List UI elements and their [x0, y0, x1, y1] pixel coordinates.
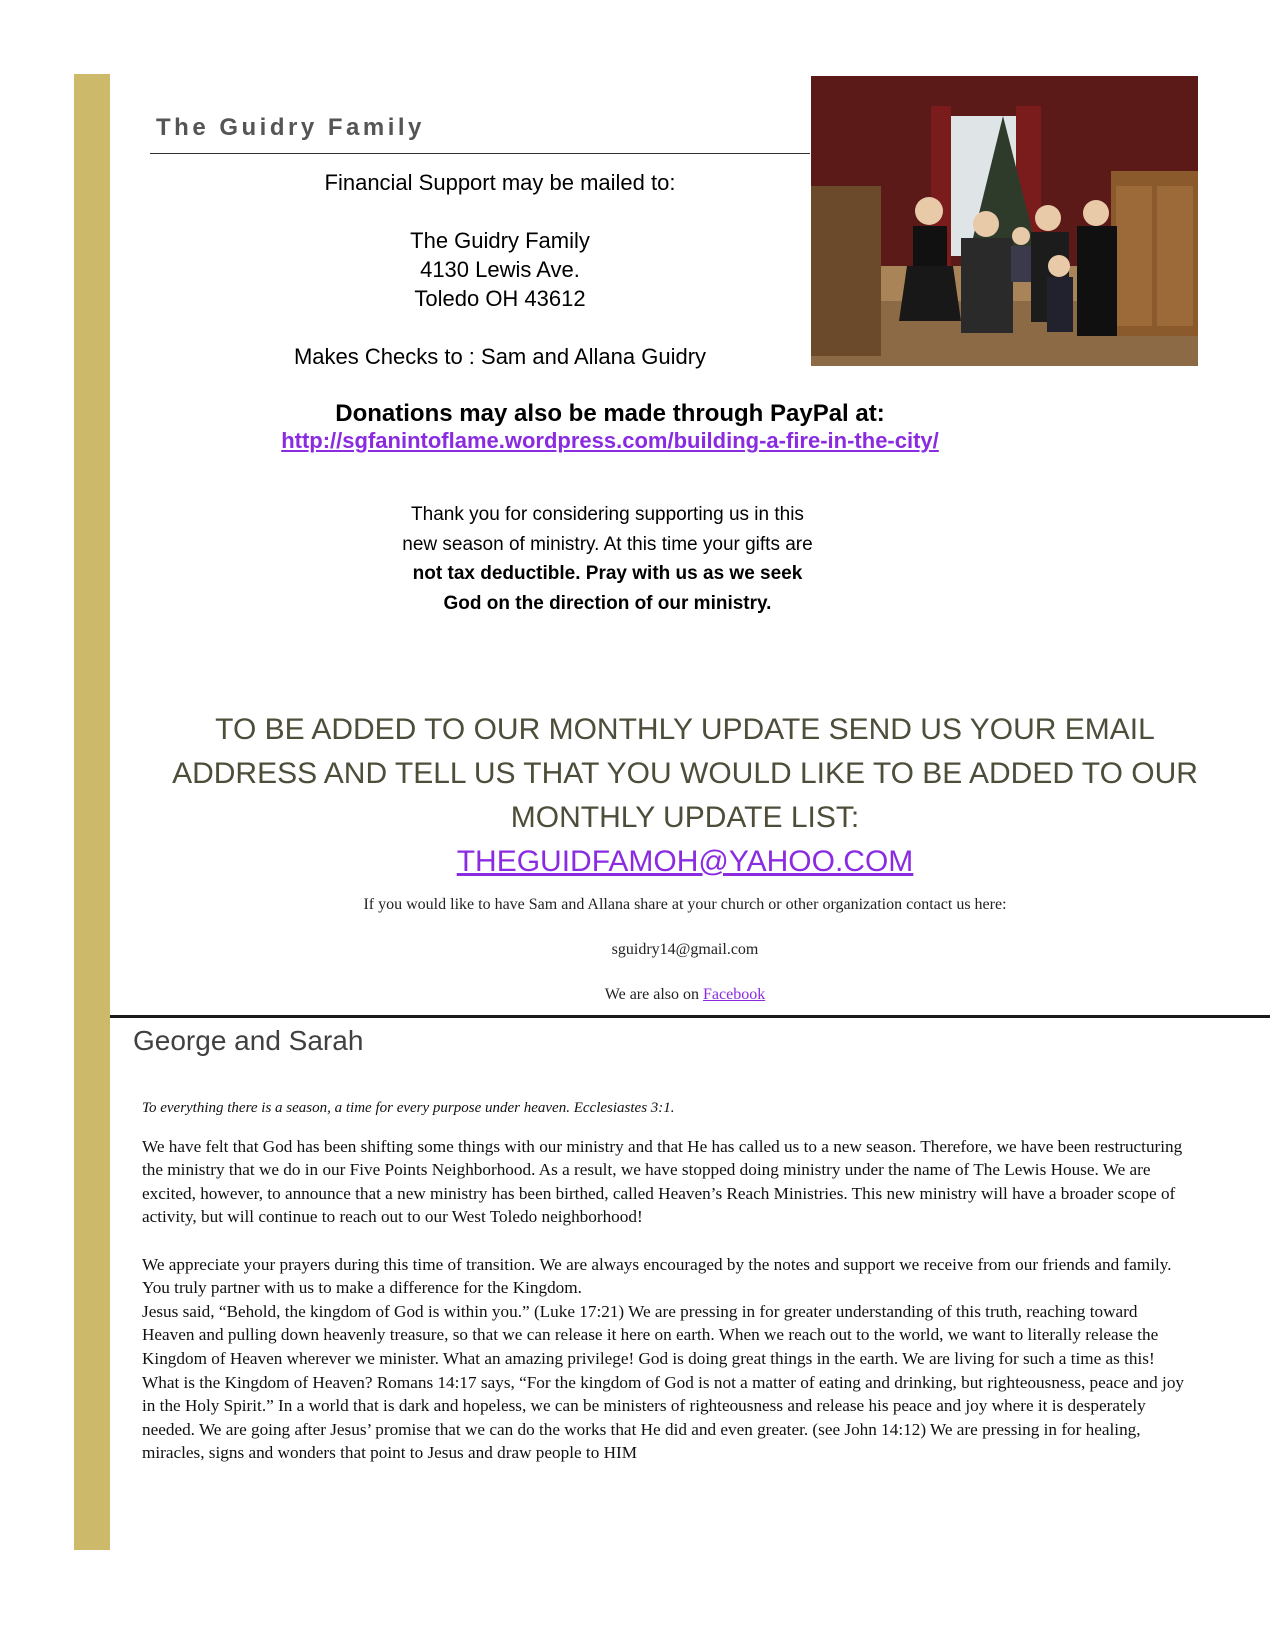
body-paragraph-3: Jesus said, “Behold, the kingdom of God is within you.” (Luke 17:21) We are pressing in for greater understanding of this truth, reaching toward Heaven and pulling down heavenly treasure, so that we can release it here on earth. When we reach out to the world, we want to literally release the Kingdom of Heaven wherever we minister. What an amazing privilege! God is doing great things in the earth. We are living for such a time as this! What is the Kingdom of Heaven? Romans 14:17 says, “For the kingdom of God is not a matter of eating and drinking, but righteousness, peace and joy in the Holy Spirit.” In a world that is dark and hopeless, we can be ministers of righteousness and release his peace and joy where it is desperately needed. We are going after Jesus’ promise that we can do the works that He did and even greater. (see John 14:12) We are pressing in for healing, miracles, signs and wonders that point to Jesus and draw people to HIM	[142, 1301, 1185, 1463]
facebook-link[interactable]: Facebook	[703, 986, 766, 1003]
paypal-label: Donations may also be made through PayPal at:	[335, 400, 885, 427]
monthly-update-notice	[150, 708, 1220, 884]
section-body	[142, 1097, 1187, 1465]
mailing-address-block	[210, 168, 790, 371]
thank-you-note	[395, 500, 820, 618]
thank-you-plain: Thank you for considering supporting us in this new season of ministry. At this time your gifts are	[402, 504, 813, 555]
paypal-link[interactable]: http://sgfanintoflame.wordpress.com/building-a-fire-in-the-city/	[281, 428, 939, 453]
family-photo-illustration	[811, 76, 1198, 366]
contact-email: sguidry14@gmail.com	[611, 941, 759, 958]
section-title: George and Sarah	[133, 1025, 364, 1056]
monthly-update-text: TO BE ADDED TO OUR MONTHLY UPDATE SEND US YOUR EMAIL ADDRESS AND TELL US THAT YOU WOULD LIKE TO BE ADDED TO OUR MONTHLY UPDATE LIST:	[172, 713, 1198, 834]
page-title: The Guidry Family	[156, 114, 425, 141]
section-divider	[110, 1015, 1270, 1018]
sidebar-accent-bar	[74, 74, 110, 1550]
mailing-street: 4130 Lewis Ave.	[420, 257, 580, 282]
body-paragraph-2: We appreciate your prayers during this time of transition. We are always encouraged by the notes and support we receive from our friends and family. You truly partner with us to make a difference for the Kingdom.	[142, 1254, 1172, 1298]
thank-you-bold: not tax deductible. Pray with us as we seek God on the direction of our ministry.	[412, 563, 803, 614]
monthly-update-email-link[interactable]: THEGUIDFAMOH@YAHOO.COM	[456, 845, 914, 878]
facebook-prefix: We are also on	[604, 986, 704, 1003]
family-photo	[811, 76, 1198, 366]
mailing-name: The Guidry Family	[410, 228, 590, 253]
header-divider	[150, 153, 810, 154]
share-contact-text: If you would like to have Sam and Allana share at your church or other organization contact us here:	[363, 896, 1007, 913]
facebook-line	[150, 986, 1220, 1004]
scripture-quote: To everything there is a season, a time for every purpose under heaven. Ecclesiastes 3:1.	[142, 1100, 675, 1116]
mailing-city: Toledo OH 43612	[414, 286, 586, 311]
mailing-intro: Financial Support may be mailed to:	[324, 170, 676, 195]
body-paragraph-1: We have felt that God has been shifting some things with our ministry and that He has called us to a new season. Therefore, we have been restructuring the ministry that we do in our Five Points Neighborhood. As a result, we have stopped doing ministry under the name of The Lewis House. We are excited, however, to announce that a new ministry has been birthed, called Heaven’s Reach Ministries. This new ministry will have a broader scope of activity, but will continue to reach out to our West Toledo neighborhood!	[142, 1136, 1183, 1227]
checks-payable: Makes Checks to : Sam and Allana Guidry	[293, 344, 707, 369]
